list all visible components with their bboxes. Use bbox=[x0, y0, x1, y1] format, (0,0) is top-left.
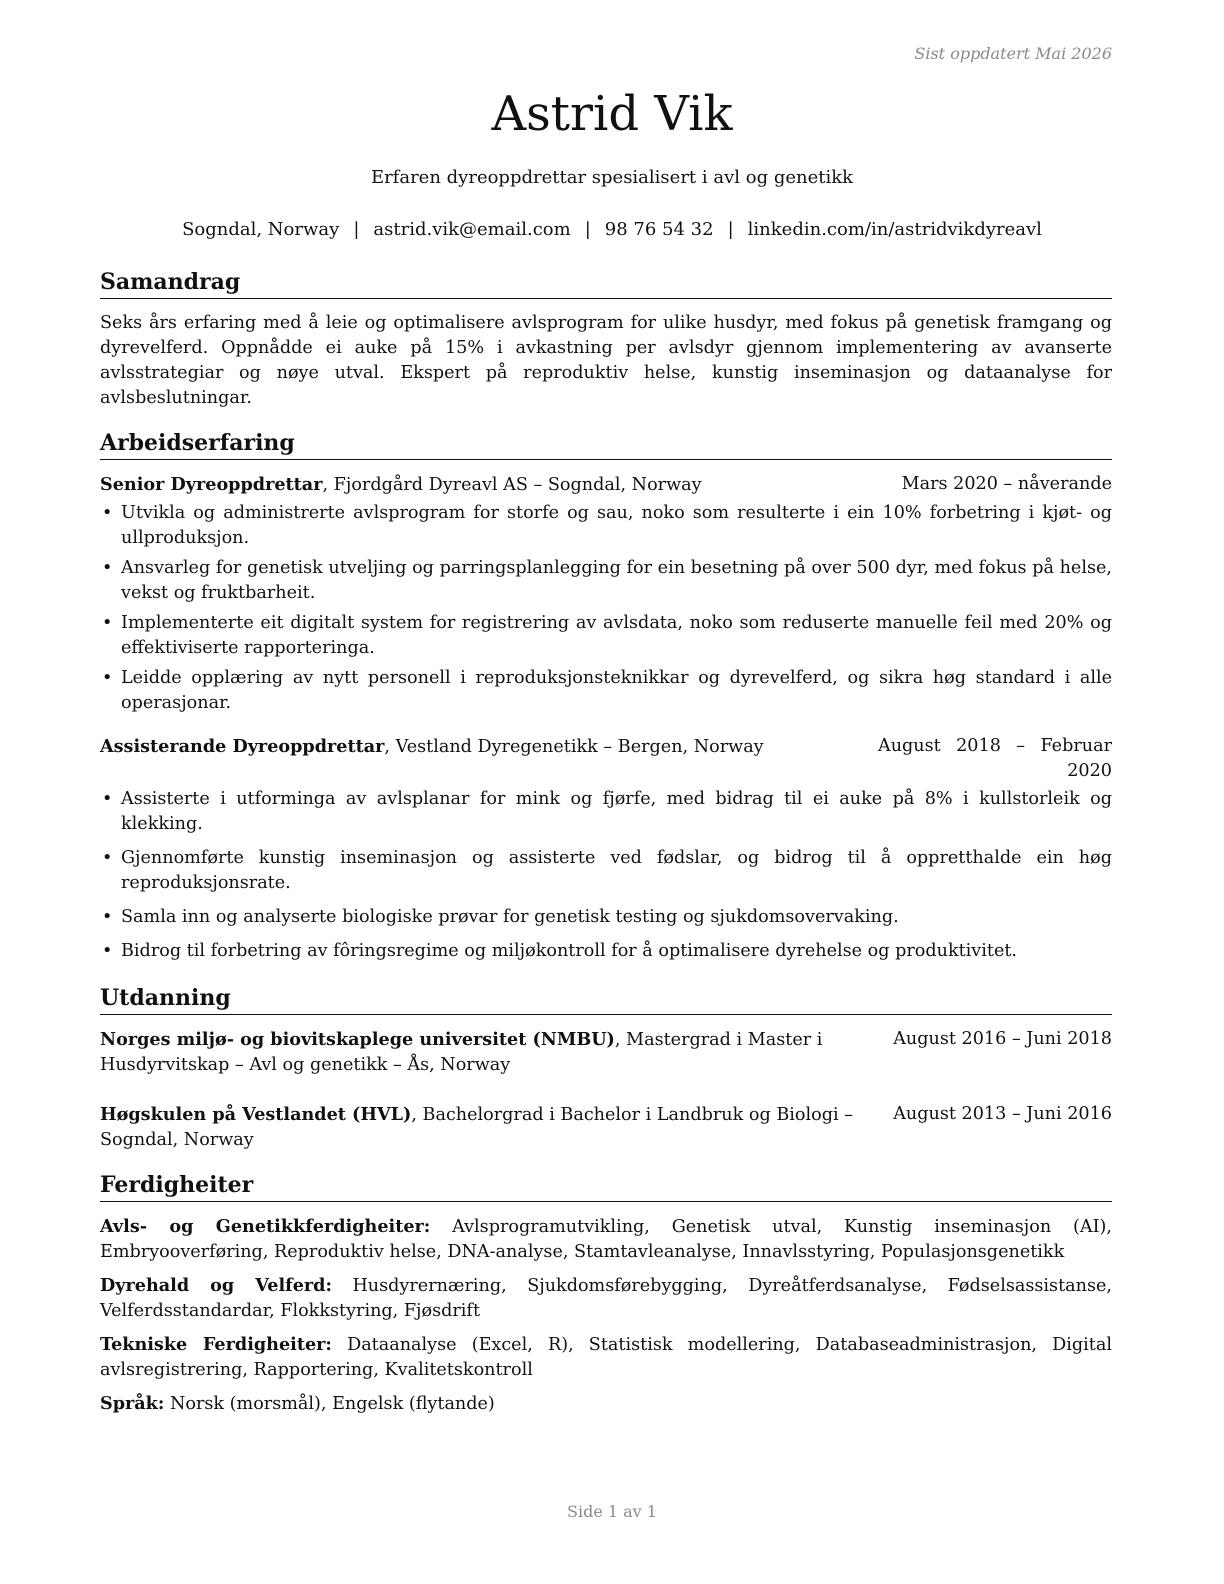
education-entry bbox=[100, 1102, 1112, 1153]
skill-group bbox=[100, 1332, 1112, 1383]
job-entry bbox=[100, 734, 1112, 964]
contact-linkedin[interactable]: linkedin.com/in/astridvikdyreavl bbox=[747, 219, 1042, 240]
list-item: • Utvikla og administrerte avlsprogram for storfe og sau, noko som resulterte i ein 10% forbetring i kjøt- og ullproduksjon. bbox=[100, 501, 1112, 551]
page-number: Side 1 av 1 bbox=[567, 1502, 657, 1521]
job-organization: , Vestland Dyregenetikk – Bergen, Norway bbox=[384, 737, 764, 757]
list-item: • Leidde opplæring av nytt personell i reproduksjonsteknikkar og dyrevelferd, og sikra høg standard i alle operasjonar. bbox=[100, 666, 1112, 716]
job-dates: Mars 2020 – nåverande bbox=[901, 474, 1112, 494]
job-role: Senior Dyreoppdrettar bbox=[100, 474, 323, 495]
contact-separator: | bbox=[727, 219, 734, 240]
education-dates: August 2013 – Juni 2016 bbox=[893, 1104, 1112, 1124]
contact-email[interactable]: astrid.vik@email.com bbox=[373, 219, 571, 240]
job-dates-line: August 2018 – Februar bbox=[878, 736, 1112, 756]
resume-body bbox=[100, 268, 1112, 1425]
skill-label: Tekniske Ferdigheiter: bbox=[100, 1334, 332, 1355]
section-title-experience: Arbeidserfaring bbox=[100, 429, 1112, 460]
contact-separator: | bbox=[584, 219, 591, 240]
list-item: • Bidrog til forbetring av fôringsregime og miljøkontroll for å optimalisere dyrehelse og produktivitet. bbox=[100, 939, 1112, 964]
contact-location: Sogndal, Norway bbox=[182, 219, 340, 240]
summary-text: Seks års erfaring med å leie og optimalisere avlsprogram for ulike husdyr, med fokus på genetisk framgang og dyrevelferd. Oppnådde ei auke på 15% i avkastning per avlsdyr gjennom implementering av avanserte avlsstrategiar og nøye utval. Ekspert på reproduktiv helse, kunstig inseminasjon og dataanalyse for avlsbeslutningar. bbox=[100, 313, 1112, 408]
education-school: Høgskulen på Vestlandet (HVL) bbox=[100, 1104, 412, 1125]
education-detail: , Mastergrad i Master i Husdyrvitskap – Avl og genetikk – Ås, Norway bbox=[100, 1030, 823, 1075]
list-item: • Ansvarleg for genetisk utveljing og parringsplanlegging for ein besetning på over 500 dyr, med fokus på helse, vekst og fruktbarheit. bbox=[100, 556, 1112, 606]
job-heading bbox=[100, 734, 764, 784]
job-dates-line: 2020 bbox=[1067, 761, 1112, 781]
skill-label: Språk: bbox=[100, 1393, 165, 1414]
list-item: • Assisterte i utforminga av avlsplanar for mink og fjørfe, med bidrag til ei auke på 8% i kullstorleik og klekking. bbox=[100, 787, 1112, 837]
education-heading bbox=[100, 1102, 880, 1153]
skill-text: Dataanalyse (Excel, R), Statistisk modellering, Databaseadministrasjon, Digital avlsregistrering, Rapportering, Kvalitetskontroll bbox=[100, 1335, 1112, 1380]
list-item: • Implementerte eit digitalt system for registrering av avlsdata, noko som reduserte manuelle feil med 20% og effektiviserte rapporteringa. bbox=[100, 611, 1112, 661]
education-dates: August 2016 – Juni 2018 bbox=[893, 1029, 1112, 1049]
education-section bbox=[100, 984, 1112, 1153]
skill-group bbox=[100, 1214, 1112, 1265]
experience-section bbox=[100, 429, 1112, 964]
job-entry bbox=[100, 472, 1112, 716]
skill-label: Dyrehald og Velferd: bbox=[100, 1275, 332, 1296]
job-organization: , Fjordgård Dyreavl AS – Sogndal, Norway bbox=[322, 475, 702, 495]
contact-phone: 98 76 54 32 bbox=[604, 219, 714, 240]
skill-group bbox=[100, 1391, 1112, 1417]
skills-section bbox=[100, 1171, 1112, 1417]
education-entry bbox=[100, 1027, 1112, 1078]
job-header bbox=[100, 472, 1112, 498]
last-updated-note: Sist oppdatert Mai 2026 bbox=[914, 44, 1112, 63]
section-title-education: Utdanning bbox=[100, 984, 1112, 1015]
job-header bbox=[100, 734, 1112, 784]
job-bullets bbox=[100, 501, 1112, 716]
contact-separator: | bbox=[353, 219, 360, 240]
section-title-summary: Samandrag bbox=[100, 268, 1112, 299]
professional-title: Erfaren dyreoppdrettar spesialisert i avl og genetikk bbox=[370, 167, 854, 188]
section-title-skills: Ferdigheiter bbox=[100, 1171, 1112, 1202]
job-dates bbox=[878, 734, 1112, 784]
contact-line bbox=[0, 219, 1224, 240]
job-bullets bbox=[100, 787, 1112, 964]
candidate-name: Astrid Vik bbox=[491, 86, 733, 142]
education-school: Norges miljø- og biovitskaplege universitet (NMBU) bbox=[100, 1029, 615, 1050]
skill-text: Husdyrernæring, Sjukdomsførebygging, Dyreåtferdsanalyse, Fødselsassistanse, Velferdsstandardar, Flokkstyring, Fjøsdrift bbox=[100, 1276, 1112, 1321]
skill-group bbox=[100, 1273, 1112, 1324]
summary-section bbox=[100, 268, 1112, 411]
list-item: • Gjennomførte kunstig inseminasjon og assisterte ved fødslar, og bidrog til å oppretthalde ein høg reproduksjonsrate. bbox=[100, 846, 1112, 896]
skill-text: Avlsprogramutvikling, Genetisk utval, Kunstig inseminasjon (AI), Embryooverføring, Reproduktiv helse, DNA-analyse, Stamtavleanalyse, Innavlsstyring, Populasjonsgenetikk bbox=[100, 1217, 1112, 1262]
education-heading bbox=[100, 1027, 880, 1078]
job-heading bbox=[100, 472, 702, 498]
skill-label: Avls- og Genetikkferdigheiter: bbox=[100, 1216, 431, 1237]
job-role: Assisterande Dyreoppdrettar bbox=[100, 736, 385, 757]
skill-text: Norsk (morsmål), Engelsk (flytande) bbox=[164, 1394, 495, 1414]
education-detail: , Bachelorgrad i Bachelor i Landbruk og Biologi – Sogndal, Norway bbox=[100, 1105, 853, 1150]
list-item: • Samla inn og analyserte biologiske prøvar for genetisk testing og sjukdomsovervaking. bbox=[100, 905, 1112, 930]
